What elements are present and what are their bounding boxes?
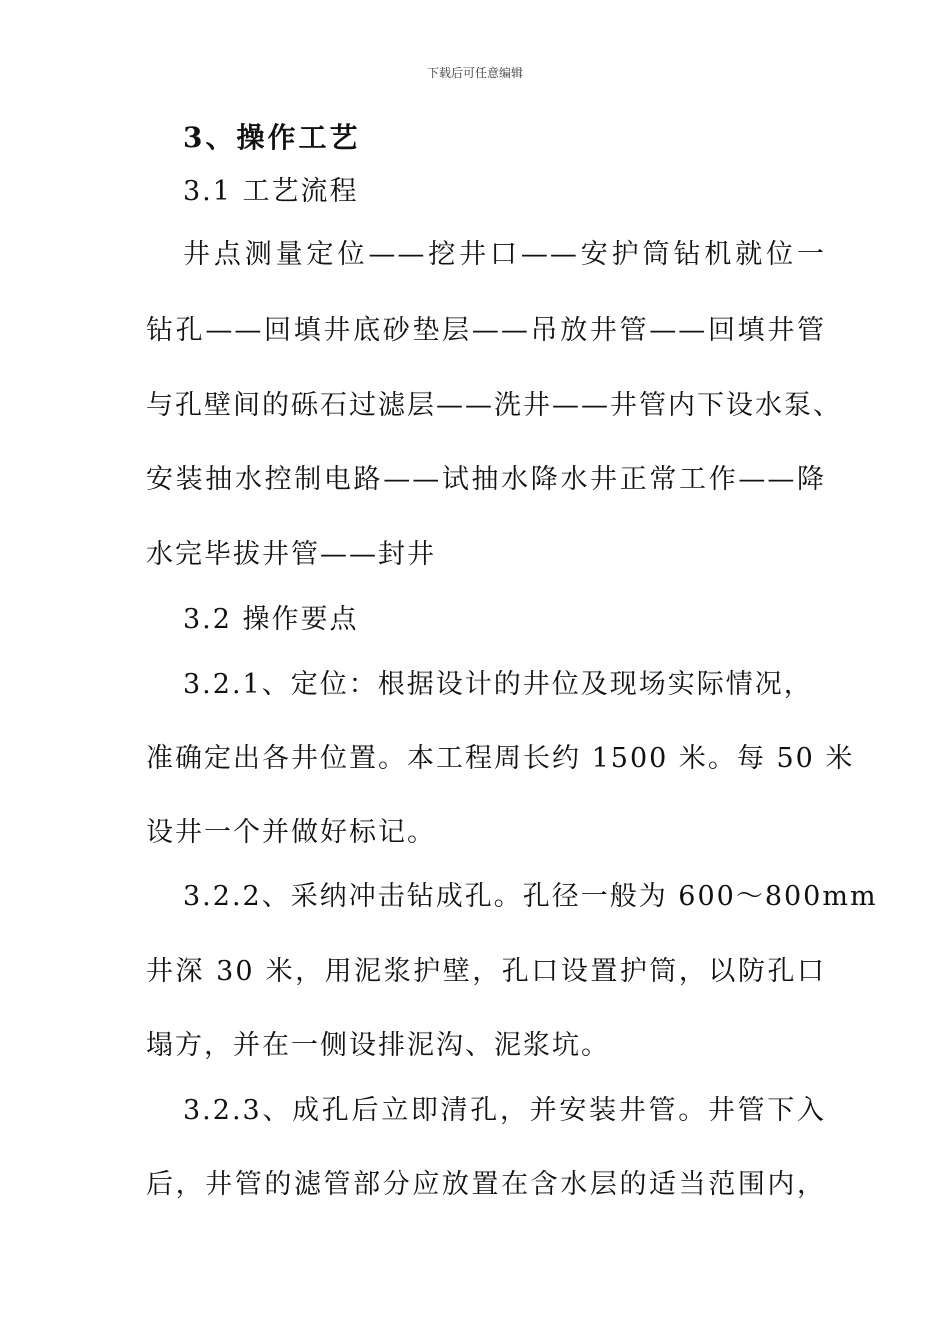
- paragraph-line: 3.2.2、采纳冲击钻成孔。孔径一般为 600～800mm: [183, 881, 878, 912]
- paragraph-line: 井深 30 米，用泥浆护壁，孔口设置护筒，以防孔口: [146, 956, 826, 987]
- section-heading: 3、操作工艺: [183, 121, 361, 154]
- paragraph-line: 与孔壁间的砾石过滤层——洗井——井管内下设水泵、: [146, 390, 842, 421]
- paragraph-line: 后，井管的滤管部分应放置在含水层的适当范围内，: [146, 1169, 826, 1200]
- subsection-heading: 3.1 工艺流程: [183, 176, 359, 207]
- paragraph-line: 水完毕拔井管——封井: [146, 539, 436, 570]
- page-header: 下载后可任意编辑: [426, 66, 523, 80]
- paragraph-line: 安装抽水控制电路——试抽水降水井正常工作——降: [146, 464, 826, 495]
- paragraph-line: 设井一个并做好标记。: [146, 817, 436, 848]
- paragraph-line: 塌方，并在一侧设排泥沟、泥浆坑。: [146, 1030, 610, 1061]
- paragraph-line: 钻孔——回填井底砂垫层——吊放井管——回填井管: [146, 315, 826, 346]
- paragraph-line: 井点测量定位——挖井口——安护筒钻机就位一: [183, 239, 826, 270]
- paragraph-line: 3.2.1、定位：根据设计的井位及现场实际情况，: [183, 669, 813, 700]
- subsection-heading: 3.2 操作要点: [183, 604, 359, 635]
- paragraph-line: 准确定出各井位置。本工程周长约 1500 米。每 50 米: [146, 743, 855, 774]
- paragraph-line: 3.2.3、成孔后立即清孔，并安装井管。井管下入: [183, 1095, 826, 1126]
